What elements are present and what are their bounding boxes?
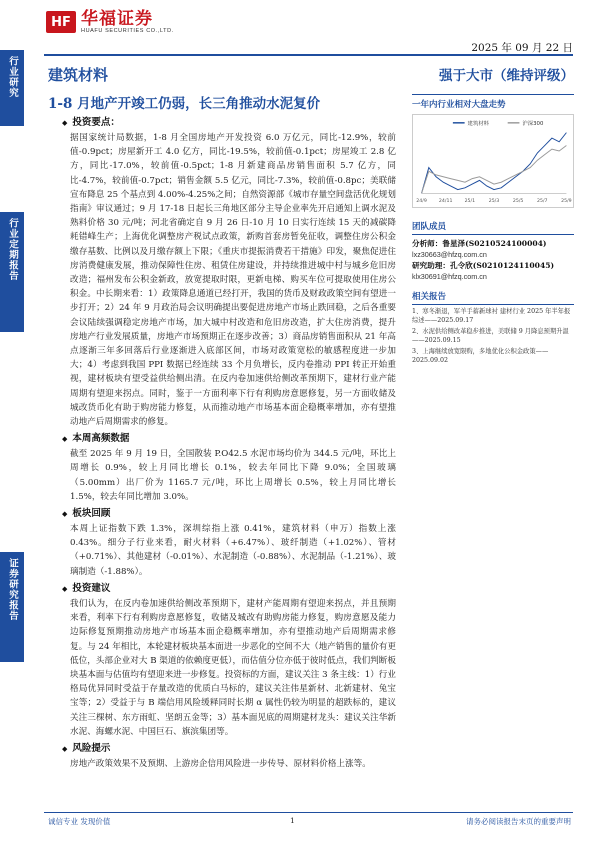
legend-label: 建筑材料 <box>467 120 490 127</box>
analyst-name: 鲁星泽(S0210524100004) <box>442 239 547 248</box>
section-paragraph: 本周上证指数下跌 1.3%，深圳综指上涨 0.41%，建筑材料（申万）指数上涨 0.43%。细分子行业来看，耐火材料（+6.47%）、玻纤制造（+1.02%）、管材（+0.71%）、其他建材（-0.01%）、水泥制造（-0.88%）、水泥制品（-1.21%）、玻璃制造（-1.88%）。 <box>70 524 396 577</box>
related-report-item[interactable]: 2、水泥供给侧改革稳步推进，美联储 9 月降息预期升温——2025.09.15 <box>412 328 569 344</box>
diamond-bullet-icon: ◆ <box>62 434 68 444</box>
section-heading-text: 投资建议 <box>72 582 111 594</box>
sidebar-tag-label: 行业研究 <box>7 56 18 98</box>
analyst-email[interactable]: klx30691@hfzq.com.cn <box>412 271 487 281</box>
diamond-bullet-icon: ◆ <box>62 743 68 753</box>
diamond-bullet-icon: ◆ <box>62 583 68 593</box>
section-heading-text: 本周高频数据 <box>72 433 130 445</box>
team-heading: 团队成员 <box>412 220 574 235</box>
section-heading <box>62 741 396 757</box>
analyst-role: 研究助理： <box>412 261 450 270</box>
rating-divider <box>412 94 574 95</box>
diamond-bullet-icon: ◆ <box>62 118 68 127</box>
x-tick-label: 25/9 <box>561 199 572 205</box>
x-tick-label: 24/9 <box>416 199 427 205</box>
sidebar-tag-periodic-report <box>0 212 24 332</box>
relative-performance-chart <box>412 114 574 208</box>
x-tick-label: 25/3 <box>488 199 500 205</box>
main-content <box>48 115 396 773</box>
x-tick-label: 25/5 <box>512 199 524 205</box>
x-tick-label: 25/7 <box>536 199 548 205</box>
analyst-line <box>412 238 574 250</box>
x-tick-label: 25/1 <box>464 199 476 205</box>
section-paragraph: 截至 2025 年 9 月 19 日，全国散装 P.O42.5 水泥市场均价为 344.5 元/吨，环比上周增长 0.9%，较上月同比增长 0.1%，较去年同比下降 9.0%；全国玻璃（5.00mm）出厂价为 1165.7 元/吨，环比上周增长 0.5%，较上月同比增长 1.5%，较去年同比增加 3.0%。 <box>70 449 396 502</box>
analyst-list <box>412 238 574 282</box>
section-heading-text: 板块回顾 <box>72 508 111 520</box>
x-tick-label: 24/11 <box>438 199 453 205</box>
footer-slogan: 诚信专业 发现价值 <box>48 817 111 826</box>
section-heading-text: 投资要点： <box>72 117 120 128</box>
report-date: 2025 年 09 月 22 日 <box>471 42 573 54</box>
analyst-email[interactable]: lxz30663@hfzq.com.cn <box>412 249 487 259</box>
right-column <box>412 64 574 365</box>
related-reports-heading: 相关报告 <box>412 290 574 305</box>
section-heading <box>62 581 396 597</box>
analyst-line <box>412 260 574 272</box>
sidebar-tag-industry-research <box>0 50 24 126</box>
industry-title: 建筑材料 <box>48 66 109 84</box>
logo-mark-icon: HF <box>46 11 76 33</box>
footer-divider <box>44 812 573 813</box>
section-heading <box>62 115 396 131</box>
sidebar-tag-label: 证券研究报告 <box>7 558 18 621</box>
chart-title: 一年内行业相对大盘走势 <box>412 100 506 110</box>
section-paragraph: 房地产政策效果不及预期、上游房企信用风险进一步传导、原材料价格上涨等。 <box>70 758 371 769</box>
section-heading <box>62 506 396 522</box>
sidebar-tag-label: 行业定期报告 <box>7 218 18 281</box>
analyst-name: 孔令欣(S0210124110045) <box>449 261 555 270</box>
header-divider <box>44 54 573 56</box>
logo-name-cn: 华福证券 <box>81 9 153 29</box>
section-paragraph: 我们认为，在反内卷加速供给侧改革预期下，建材产能周期有望迎来拐点，并且预期来看，利率下行有利购房意愿修复，收储及城改有助购房能力修复，购房意愿及能力边际修复预期推动房地产市场基本面企稳概率增加，亦有望推动地产后周期需求修复。与 24 年相比，本轮建材板块基本面进一步恶化的空间不大（地产销售的量价有更低位，头部企业对大 B 渠道的依赖度更低），而估值分位亦低于彼时低点，我们判断板块基本面与估值均有望迎来进一步修复。投资标的方面，建议关注 3 条主线：1）行业格局优异同时受益于存量改造的优质白马标的，建议关注伟星新材、北新建材、兔宝宝等；2）受益于与 B 端信用风险缓释同时长期 α 属性仍较为明显的超跌标的，建议关注三棵树、东方雨虹、坚朗五金等；3）基本面见底的周期建材龙头：建议关注华新水泥、海螺水泥、中国巨石、旗滨集团等。 <box>70 598 396 737</box>
diamond-bullet-icon: ◆ <box>62 509 68 519</box>
analyst-role: 分析师： <box>412 239 443 248</box>
report-headline: 1-8 月地产开竣工仍弱，长三角推动水泥复价 <box>48 96 321 112</box>
logo-name-en: HUAFU SECURITIES CO.,LTD. <box>81 28 174 34</box>
brand-logo <box>46 10 174 34</box>
section-paragraph: 据国家统计局数据，1-8 月全国房地产开发投资 6.0 万亿元，同比-12.9%，较前值-0.9pct；房屋新开工 4.0 亿方，同比-19.5%，较前值-0.1pct；房屋竣工 2.8 亿方，同比-17.0%，较前值-0.5pct；1-8 月新建商品房销售面积 5.7 亿方，同比-4.7%，较前值-0.7pct；销售金额 5.5 亿元，同比-7.3%，较前值-0.8pc；美联储宣布降息 25 个基点到 4.00%-4.25%之间；自然资源部《城市存量空间盘活优化规划指南》审议通过；9 月 17-18 日起长三角地区部分主导企业率先开启通知上调水泥及熟料价格 30 元/吨；河北省确定自 9 月 26 日-10 月 10 日实行连续 15 天的减碳降耗错峰生产；上海优化调整房产税试点政策，新购首套房暂免征收，调整住房公积金缴存基数、比例以及月缴存额上下限；《重庆市提振消费若干措施》印发，聚焦促进住房消费健康发展，推动保障性住房、租赁住房建设，并持续推进城中村与城乡危旧房改造；福州发布公积金新政，放宽提取时限，更新电梯、购买车位可提取使用住房公积金。中长期来看：1）政策降息通道已经打开，我国的货币及财政政策空间有望进一步打开；2）24 年 9 月政治局会议明确提出要促进房地产市场止跌回稳，之后各重要会议陆续强调稳定房地产市场，加大城中村改造和危旧房改造，扩大住房消费，提升房地产行业发展质量，房地产市场预期正在逐步改善；3）商品房销售面积从 21 年高点逐渐三年多回落后行业逐渐进入底部区间，市场对政策宽松的敏感程度进一步加大；4）考虑到我国 PPI 数据已经连续 33 个月负增长，反内卷推动 PPI 转正开始重视，建材板块有望受益供给侧出清。在反内卷加速供给侧改革预期下，建材行业产能周期有望迎来拐点。同时，鉴于一方面利率下行有利购房意愿修复，另一方面收储及城改货币化有助于购房能力修复，从而推动地产市场基本面企稳概率增加，亦有望推动地产后周期需求的修复。 <box>70 133 397 428</box>
sidebar-tag-securities-report <box>0 552 24 662</box>
related-report-item[interactable]: 1、寒冬渐退，军羊手蓄新球衬 建材行业 2025 年半年报综述——2025.09.17 <box>412 308 571 324</box>
series-line <box>422 146 567 194</box>
section-heading <box>62 431 396 447</box>
legend-label: 沪深300 <box>522 120 544 127</box>
industry-rating: 强于大市（维持评级） <box>439 68 574 84</box>
sidebar <box>0 36 24 796</box>
footer-disclaimer: 请务必阅读报告末页的重要声明 <box>466 817 571 826</box>
related-report-item[interactable]: 3、上海继续放宽限购，多地优化公积金政策——2025.09.02 <box>412 348 549 364</box>
section-heading-text: 风险提示 <box>72 742 111 754</box>
page-number: 1 <box>290 816 295 825</box>
